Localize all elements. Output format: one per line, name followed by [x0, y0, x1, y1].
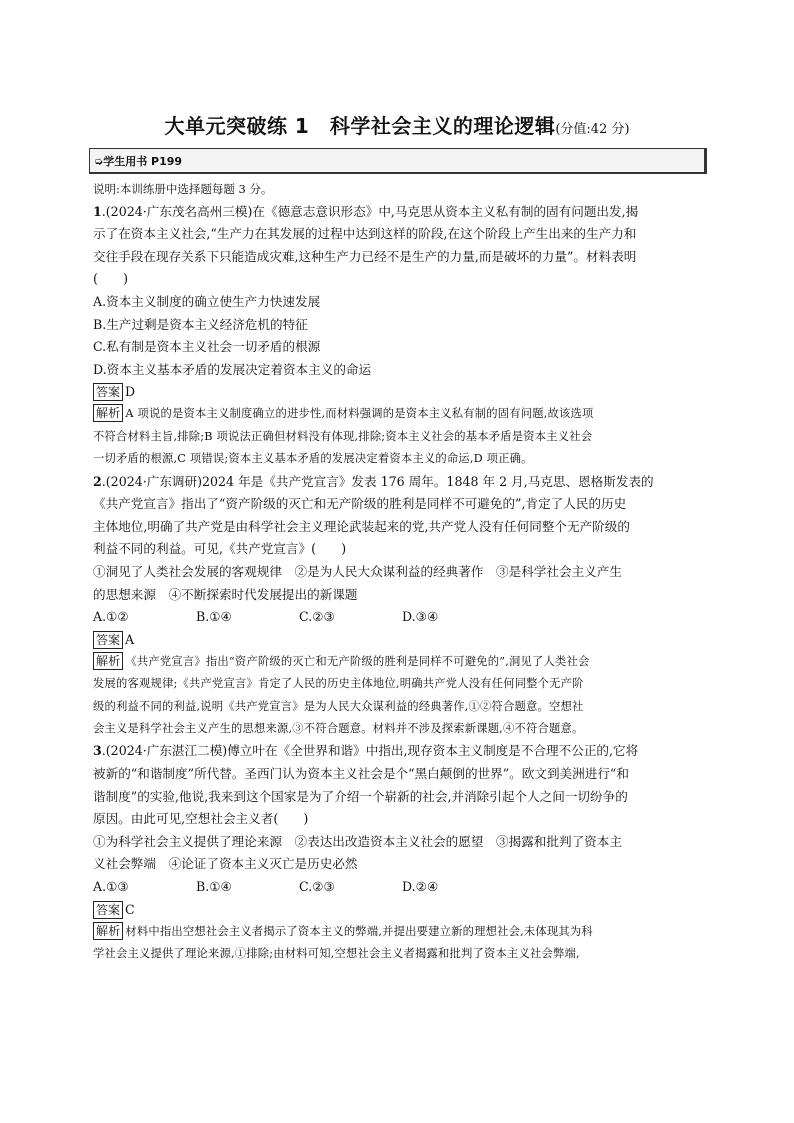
question-2: [93, 471, 705, 741]
statements-line: 的思想来源 ④不断探索时代发展提出的新课题: [93, 586, 358, 602]
option-b: B.①④: [196, 878, 232, 894]
options-row: [93, 876, 705, 899]
question-number: 3: [93, 743, 102, 759]
explanation-line: 发展的客观规律;《共产党宣言》肯定了人民的历史主体地位,明确共产党人没有任何同整个无产阶: [93, 677, 584, 691]
question-number: 1: [93, 203, 102, 219]
explanation: [93, 921, 705, 966]
option-b: B.①④: [196, 609, 232, 625]
answer-tag: 答案: [93, 383, 123, 401]
option-c: C.私有制是资本主义社会一切矛盾的根源: [93, 339, 321, 355]
question-stem-line: 示了在资本主义社会,“生产力在其发展的过程中达到这样的阶段,在这个阶段上产生出来的生产力和: [93, 226, 637, 242]
explanation: [93, 403, 705, 470]
answer-line: [93, 899, 705, 921]
question-stem-line: .(2024·广东湛江二模)傅立叶在《全世界和谐》中指出,现存资本主义制度是不合理不公正的,它将: [101, 743, 639, 759]
statements-line: ①洞见了人类社会发展的客观规律 ②是为人民大众谋利益的经典著作 ③是科学社会主义产生: [93, 563, 622, 579]
answer-line: [93, 629, 705, 651]
options-row: [93, 606, 705, 629]
answer-value: C: [125, 901, 135, 917]
explanation-line: 《共产党宣言》指出“资产阶级的灭亡和无产阶级的胜利是同样不可避免的”,洞见了人类社会: [125, 654, 590, 668]
option-d: D.资本主义基本矛盾的发展决定着资本主义的命运: [93, 361, 372, 377]
option-d: D.②④: [402, 878, 439, 894]
question-stem-line: 交往手段在现存关系下只能造成灾难,这种生产力已经不是生产的力量,而是破坏的力量”。材料表明: [93, 248, 637, 264]
option-c: C.②③: [299, 609, 335, 625]
question-stem-line: ( ): [93, 271, 129, 287]
option-b: B.生产过剩是资本主义经济危机的特征: [93, 316, 308, 332]
statements-line: ①为科学社会主义提供了理论来源 ②表达出改造资本主义社会的愿望 ③揭露和批判了资本主: [93, 833, 622, 849]
question-1: [93, 201, 705, 471]
question-3: [93, 740, 705, 965]
explanation: [93, 651, 705, 741]
explanation-line: 学社会主义提供了理论来源,①排除;由材料可知,空想社会主义者揭露和批判了资本主义社会弊端,: [93, 946, 580, 960]
statements-line: 义社会弊端 ④论证了资本主义灭亡是历史必然: [93, 856, 358, 872]
explanation-line: 级的利益不同的利益,说明《共产党宣言》是为人民大众谋利益的经典著作,①②符合题意。空想社: [93, 699, 584, 713]
student-book-banner: [89, 148, 707, 174]
question-stem-line: 被新的“和谐制度”所代替。圣西门认为资本主义社会是个“黑白颠倒的世界”。欧文到美洲进行“和: [93, 765, 629, 781]
question-stem-line: 《共产党宣言》指出了“资产阶级的灭亡和无产阶级的胜利是同样不可避免的”,肯定了人民的历史: [93, 496, 627, 512]
question-stem-line: 利益不同的利益。可见,《共产党宣言》( ): [93, 541, 347, 557]
explanation-line: 材料中指出空想社会主义者揭示了资本主义的弊端,并提出要建立新的理想社会,未体现其为科: [125, 924, 593, 938]
question-number: 2: [93, 473, 102, 489]
answer-line: [93, 381, 705, 403]
answer-value: A: [125, 631, 135, 647]
question-stem-line: 谐制度”的实验,他说,我来到这个国家是为了介绍一个崭新的社会,并消除引起个人之间一切纷争的: [93, 788, 628, 804]
explanation-line: 一切矛盾的根源,C 项错误;资本主义基本矛盾的发展决定着资本主义的命运,D 项正确。: [93, 452, 533, 466]
answer-tag: 答案: [93, 631, 123, 649]
explanation-line: A 项说的是资本主义制度确立的进步性,而材料强调的是资本主义私有制的固有问题,故该选项: [125, 407, 594, 421]
option-d: D.③④: [402, 609, 439, 625]
explanation-line: 不符合材料主旨,排除;B 项说法正确但材料没有体现,排除;资本主义社会的基本矛盾是资本主义社会: [93, 429, 593, 443]
title-score: (分值:42 分): [555, 122, 630, 137]
content: [93, 178, 705, 965]
answer-tag: 答案: [93, 901, 123, 919]
title-main: 大单元突破练 1 科学社会主义的理论逻辑: [164, 114, 556, 138]
answer-value: D: [125, 384, 136, 400]
question-stem-line: 原因。由此可见,空想社会主义者( ): [93, 811, 309, 827]
question-stem-line: .(2024·广东调研)2024 年是《共产党宣言》发表 176 周年。1848 年 2 月,马克思、恩格斯发表的: [101, 473, 654, 489]
explanation-line: 会主义是科学社会主义产生的思想来源,③不符合题意。材料并不涉及探索新课题,④不符合题意。: [93, 721, 584, 735]
banner-label: ➭学生用书 P199: [94, 154, 183, 168]
question-stem-line: 主体地位,明确了共产党是由科学社会主义理论武装起来的党,共产党人没有任何同整个无产阶级的: [93, 518, 630, 534]
explanation-tag: 解析: [93, 922, 123, 940]
option-a: A.资本主义制度的确立使生产力快速发展: [93, 293, 321, 309]
option-a: A.①②: [93, 609, 129, 625]
instruction-note: 说明:本训练册中选择题每题 3 分。: [93, 182, 273, 196]
option-a: A.①③: [93, 878, 129, 894]
question-stem-line: .(2024·广东茂名高州三模)在《德意志意识形态》中,马克思从资本主义私有制的固有问题出发,揭: [101, 203, 639, 219]
explanation-tag: 解析: [93, 652, 123, 670]
option-c: C.②③: [299, 878, 335, 894]
page-title: [0, 110, 794, 139]
explanation-tag: 解析: [93, 404, 123, 422]
